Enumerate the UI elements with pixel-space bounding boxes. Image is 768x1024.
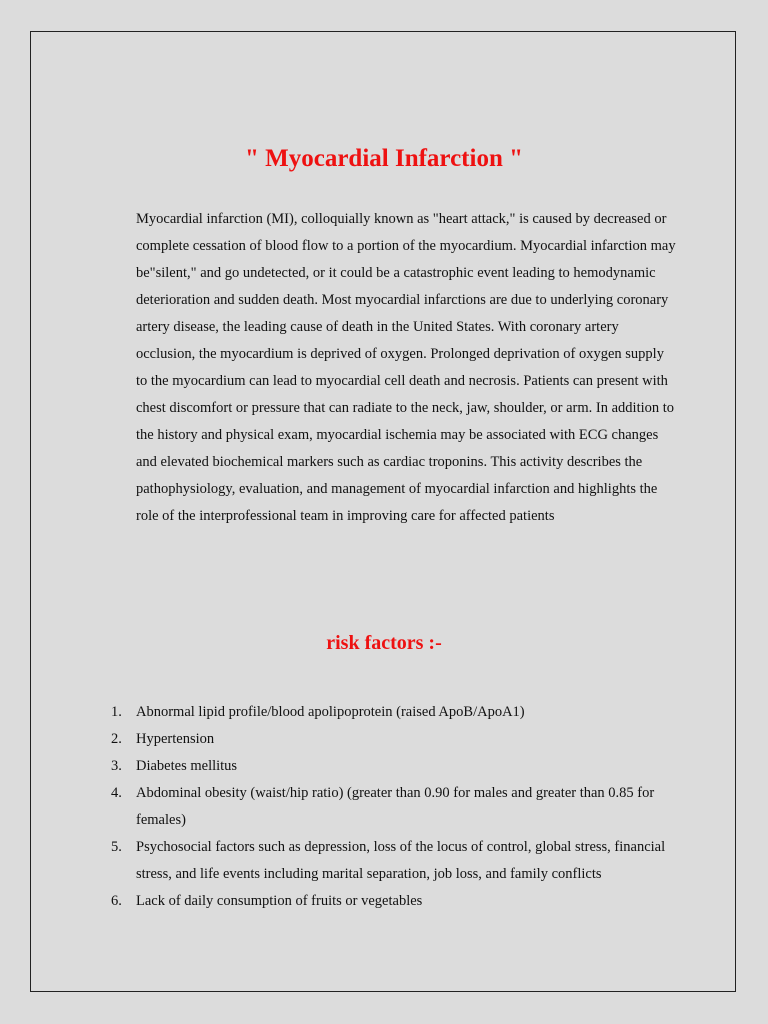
list-item — [111, 780, 681, 834]
list-item-number: 1. — [111, 704, 122, 720]
list-item-number: 5. — [111, 839, 122, 855]
list-item-text: Diabetes mellitus — [136, 758, 238, 774]
list-item — [111, 726, 681, 753]
risk-factors-list — [111, 699, 681, 915]
intro-paragraph: Myocardial infarction (MI), colloquially known as "heart attack," is caused by decreased or complete cessation of blood flow to a portion of the myocardium. Myocardial infarction may be"silent," and go undetected, or it could be a catastrophic event leading to hemodynamic deterioration and sudden death. Most myocardial infarctions are due to underlying coronary artery disease, the leading cause of death in the United States. With coronary artery occlusion, the myocardium is deprived of oxygen. Prolonged deprivation of oxygen supply to the myocardium can lead to myocardial cell death and necrosis. Patients can present with chest discomfort or pressure that can radiate to the neck, jaw, shoulder, or arm. In addition to the history and physical exam, myocardial ischemia may be associated with ECG changes and elevated biochemical markers such as cardiac troponins. This activity describes the pathophysiology, evaluation, and management of myocardial infarction and highlights the role of the interprofessional team in improving care for affected patients — [136, 211, 676, 524]
list-item-text: Lack of daily consumption of fruits or vegetables — [136, 893, 423, 909]
list-item-text: Psychosocial factors such as depression, loss of the locus of control, global stress, financial stress, and life events including marital separation, job loss, and family conflicts — [136, 839, 666, 882]
list-item — [111, 888, 681, 915]
list-item — [111, 834, 681, 888]
list-item-text: Abnormal lipid profile/blood apolipoprotein (raised ApoB/ApoA1) — [136, 704, 525, 720]
list-item-text: Hypertension — [136, 731, 215, 747]
list-item-number: 4. — [111, 785, 122, 801]
list-item-number: 6. — [111, 893, 122, 909]
document-title: " Myocardial Infarction " — [245, 145, 523, 172]
list-item — [111, 753, 681, 780]
list-item-number: 3. — [111, 758, 122, 774]
list-item-text: Abdominal obesity (waist/hip ratio) (greater than 0.90 for males and greater than 0.85 for females) — [136, 785, 655, 828]
risk-factors-heading: risk factors :- — [326, 632, 442, 654]
list-item-number: 2. — [111, 731, 122, 747]
list-item — [111, 699, 681, 726]
